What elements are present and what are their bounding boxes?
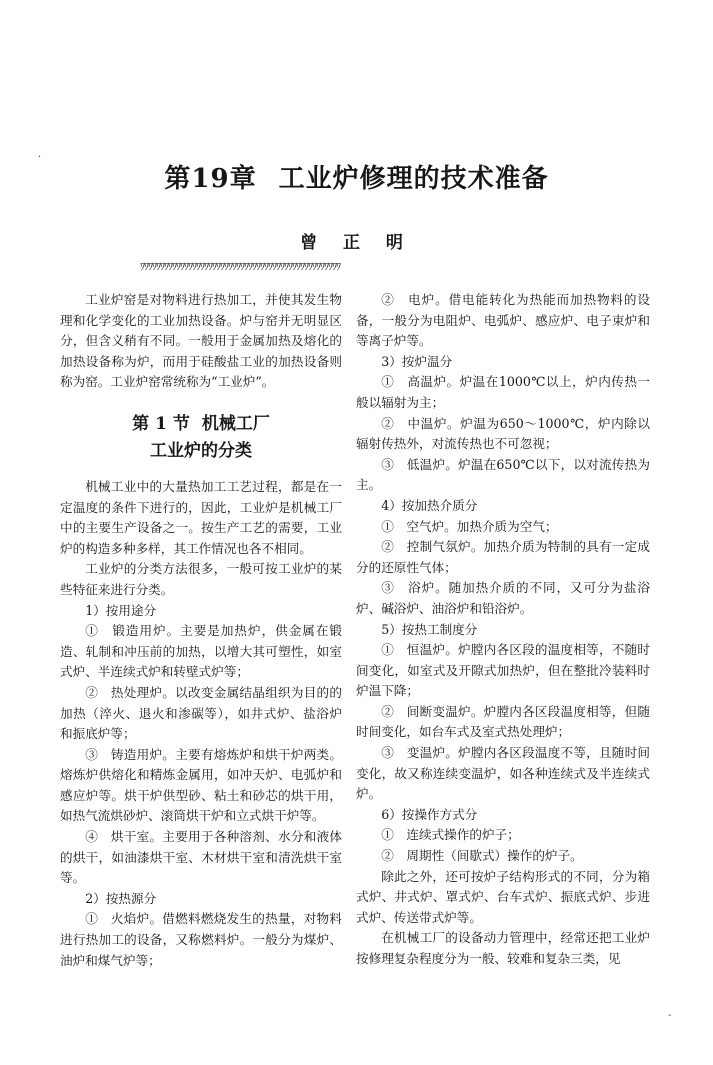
list-item: ① 高温炉。炉温在1000℃以上，炉内传热一般以辐射为主； (356, 374, 650, 410)
list-item: ② 周期性（间歇式）操作的炉子。 (381, 848, 583, 864)
paragraph: 工业炉的分类方法很多，一般可按工业炉的某些特征来进行分类。 (60, 561, 342, 597)
list-item: ② 控制气氛炉。加热介质为特制的具有一定成分的还原性气体； (356, 539, 650, 575)
list-item: ① 火焰炉。借燃料燃烧发生的热量，对物料进行热加工的设备，又称燃料炉。一般分为煤炉、油炉和煤气炉等； (60, 911, 342, 968)
list-item: ② 间断变温炉。炉膛内各区段温度相等，但随时间变化，如台车式及室式热处理炉； (356, 703, 650, 740)
list-item: ③ 铸造用炉。主要有熔炼炉和烘干炉两类。熔炼炉供熔化和精炼金属用，如冲天炉、电弧炉和感应炉等。烘干炉供型砂、粘土和砂芯的烘干用，如热气流烘砂炉、滚筒烘干炉和立式烘干炉等。 (60, 746, 342, 824)
list-item: ③ 低温炉。炉温在650℃以下，以对流传热为主。 (356, 456, 650, 493)
list-item: ① 空气炉。加热介质为空气； (381, 518, 558, 534)
list-item: ② 热处理炉。以改变金属结晶组织为目的的加热（淬火、退火和渗碳等），如井式炉、盐浴炉和振底炉等； (60, 684, 342, 742)
stray-mark: - (668, 1010, 672, 1021)
subheading: 4）按加热介质分 (381, 497, 478, 513)
list-item: ② 中温炉。炉温为650～1000℃，炉内除以辐射传热外，对流传热也不可忽视； (356, 415, 650, 452)
list-item: ③ 浴炉。随加热介质的不同，又可分为盐浴炉、碱浴炉、油浴炉和铅浴炉。 (356, 580, 650, 616)
subheading: 3）按炉温分 (381, 353, 453, 369)
subheading: 2）按热源分 (85, 890, 157, 906)
intro-paragraph: 工业炉窑是对物料进行热加工，并使其发生物理和化学变化的工业加热设备。炉与窑并无明显区分，但含义稍有不同。一般用于金属加热及熔化的加热设备称为炉，而用于硅酸盐工业的加热设备则称为窑。工业炉窑常统称为“工业炉”。 (60, 292, 342, 390)
list-item: ① 恒温炉。炉膛内各区段的温度相等，不随时间变化，如室式及开隙式加热炉，但在整批冷装料时炉温下降； (356, 642, 650, 699)
list-item: ① 锻造用炉。主要是加热炉，供金属在锻造、轧制和冲压前的加热，以增大其可塑性，如室式炉、半连续式炉和转壁式炉等； (60, 623, 342, 680)
section-title-line2: 工业炉的分类 (150, 440, 252, 461)
section-title-line1: 机械工厂 (201, 413, 270, 434)
left-column (60, 290, 342, 971)
right-column (356, 290, 650, 970)
list-item: ② 电炉。借电能转化为热能而加热物料的设备，一般分为电阻炉、电弧炉、感应炉、电子束炉和等离子炉等。 (356, 292, 650, 349)
paragraph: 除此之外，还可按炉子结构形式的不同，分为箱式炉、井式炉、罩式炉、台车式炉、振底式炉、步进式炉、传送带式炉等。 (356, 868, 650, 925)
stray-mark: · (38, 152, 42, 163)
subheading: 1）按用途分 (85, 602, 157, 618)
author-name: 曾 正 明 (300, 233, 413, 253)
list-item: ① 连续式操作的炉子； (381, 827, 520, 843)
list-item: ④ 烘干室。主要用于各种溶剂、水分和液体的烘干，如油漆烘干室、木材烘干室和清洗烘干室等。 (60, 829, 342, 886)
chapter-heading: 工业炉修理的技术准备 (278, 164, 549, 194)
paragraph: 机械工业中的大量热加工工艺过程，都是在一定温度的条件下进行的，因此，工业炉是机械工厂中的主要生产设备之一。按生产工艺的需要，工业炉的构造多种多样，其工作情况也各不相同。 (60, 478, 342, 556)
paragraph: 在机械工厂的设备动力管理中，经常还把工业炉按修理复杂程度分为一般、较难和复杂三类，见 (356, 930, 650, 966)
section-number: 第 1 节 (132, 413, 190, 434)
subheading: 6）按操作方式分 (381, 806, 478, 822)
section-title (60, 411, 342, 465)
list-item: ③ 变温炉。炉膛内各区段温度不等，且随时间变化，故又称连续变温炉，如各种连续式及半连续式炉。 (356, 745, 650, 802)
chapter-number: 第19章 (164, 164, 257, 194)
subheading: 5）按热工制度分 (381, 621, 478, 637)
chapter-title (0, 158, 713, 195)
decorative-divider: ﾜﾜﾜﾜﾜﾜﾜﾜﾜﾜﾜﾜﾜﾜﾜﾜﾜﾜﾜﾜﾜﾜﾜﾜﾜﾜﾜﾜﾜﾜﾜﾜﾜﾜﾜﾜﾜﾜﾜﾜﾜﾜﾜﾜﾜﾜﾜﾜﾜﾜ (140, 263, 340, 273)
